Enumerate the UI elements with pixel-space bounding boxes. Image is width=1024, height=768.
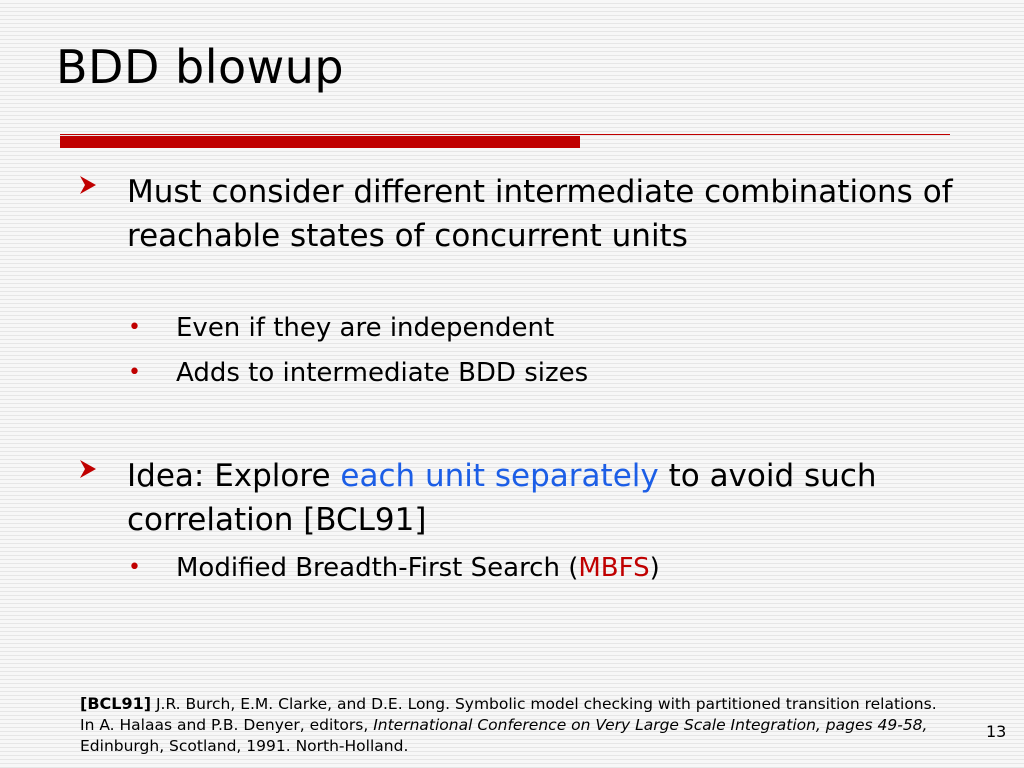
- page-number: 13: [986, 722, 1007, 741]
- bullet-text-2-before: Idea: Explore: [127, 458, 341, 494]
- sub-bullet-text-2-1: [176, 546, 948, 590]
- bullet-text-2: [127, 454, 956, 542]
- bullet-text-2-after: to avoid such correlation [BCL91]: [127, 458, 877, 538]
- footnote-part2: Edinburgh, Scotland, 1991. North-Holland.: [80, 737, 409, 755]
- footnote-citation: [80, 693, 940, 757]
- bullet-item-1: [76, 170, 956, 258]
- footnote-ref: [BCL91]: [80, 694, 152, 713]
- footnote-part1: J.R. Burch, E.M. Clarke, and D.E. Long. Symbolic model checking with partitioned transition relations. In A. Halaas and P.B. Denyer, editors,: [80, 695, 937, 734]
- title-underline-thin: [60, 134, 950, 135]
- footnote-italic: International Conference on Very Large Scale Integration, pages 49-58,: [373, 716, 928, 734]
- sub-bullet-1-2: [128, 351, 948, 395]
- dot-bullet-icon: •: [128, 315, 141, 340]
- sub-bullet-text-1-2: Adds to intermediate BDD sizes: [176, 358, 589, 388]
- arrowhead-bullet-icon: [76, 173, 100, 197]
- bullet-text-1: Must consider different intermediate combinations of reachable states of concurrent units: [127, 174, 953, 254]
- dot-bullet-icon: •: [128, 555, 141, 580]
- slide-title: BDD blowup: [56, 40, 345, 94]
- dot-bullet-icon: •: [128, 360, 141, 385]
- bullet-item-2: [76, 454, 956, 542]
- arrowhead-bullet-icon: [76, 457, 100, 481]
- bullet-text-2-highlight: each unit separately: [340, 458, 659, 494]
- sub-bullet-1-1: [128, 306, 948, 350]
- sub-bullet-text-1-1: Even if they are independent: [176, 313, 555, 343]
- sub-bullet-text-2-1-highlight: MBFS: [578, 553, 650, 583]
- title-underline-thick: [60, 136, 580, 148]
- sub-bullet-text-2-1-before: Modified Breadth-First Search (: [176, 553, 579, 583]
- sub-bullet-2-1: [128, 546, 948, 590]
- sub-bullet-text-2-1-after: ): [649, 553, 660, 583]
